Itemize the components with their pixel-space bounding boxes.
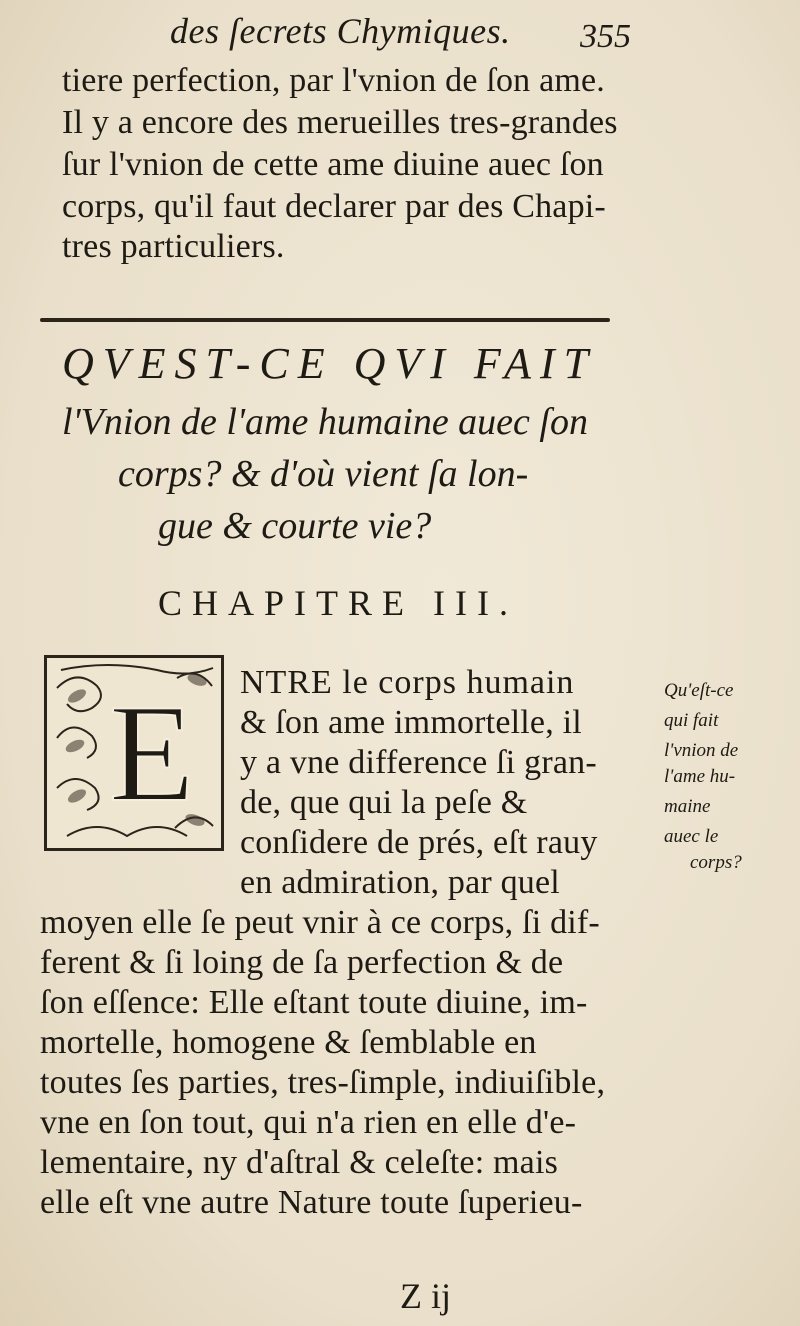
text-line: moyen elle ſe peut vnir à ce corps, ſi dif-	[40, 904, 600, 941]
section-title-line: gue & courte vie?	[158, 505, 432, 547]
text-line: tres particuliers.	[62, 228, 285, 265]
page-number: 355	[580, 18, 631, 55]
text-line: tiere perfection, par l'vnion de ſon ame.	[62, 62, 606, 99]
running-title: des ſecrets Chymiques.	[170, 11, 511, 51]
dropcap-letter: E	[109, 676, 195, 831]
text-line: NTRE le corps humain	[240, 664, 575, 701]
section-title-caps: QVEST-CE QVI FAIT	[62, 339, 598, 388]
ornamental-initial	[44, 655, 224, 851]
marginal-note-line: Qu'eſt-ce	[664, 680, 734, 701]
text-line: Il y a encore des merueilles tres-grandes	[62, 104, 618, 141]
marginal-note-line: auec le	[664, 826, 719, 847]
text-line: ſon eſſence: Elle eſtant toute diuine, im-	[40, 984, 588, 1021]
text-line: & ſon ame immortelle, il	[240, 704, 582, 741]
text-line: y a vne difference ſi gran-	[240, 744, 597, 781]
text-line: mortelle, homogene & ſemblable en	[40, 1024, 537, 1061]
text-line: en admiration, par quel	[240, 864, 560, 901]
ornamental-initial-graphic	[47, 658, 221, 848]
text-line: conſidere de prés, eſt rauy	[240, 824, 598, 861]
text-line: ferent & ſi loing de ſa perfection & de	[40, 944, 564, 981]
text-line: vne en ſon tout, qui n'a rien en elle d'e-	[40, 1104, 577, 1141]
section-title-line: l'Vnion de l'ame humaine auec ſon	[62, 401, 588, 443]
marginal-note-line: corps?	[690, 852, 742, 873]
text-line: elle eſt vne autre Nature toute ſuperieu-	[40, 1184, 583, 1221]
text-line: toutes ſes parties, tres-ſimple, indiuiſible,	[40, 1064, 606, 1101]
signature-mark: Z ij	[400, 1276, 451, 1316]
marginal-note-line: qui fait	[664, 710, 719, 731]
text-line: de, que qui la peſe &	[240, 784, 528, 821]
text-line: ſur l'vnion de cette ame diuine auec ſon	[62, 146, 604, 183]
section-title-line: corps? & d'où vient ſa lon-	[118, 453, 529, 495]
section-divider	[40, 318, 610, 322]
marginal-note-line: l'ame hu-	[664, 766, 736, 787]
marginal-note-line: maine	[664, 796, 711, 817]
marginal-note-line: l'vnion de	[664, 740, 739, 761]
text-line: lementaire, ny d'aſtral & celeſte: mais	[40, 1144, 559, 1181]
text-line: corps, qu'il faut declarer par des Chapi-	[62, 188, 606, 225]
chapter-heading: CHAPITRE III.	[158, 583, 518, 623]
